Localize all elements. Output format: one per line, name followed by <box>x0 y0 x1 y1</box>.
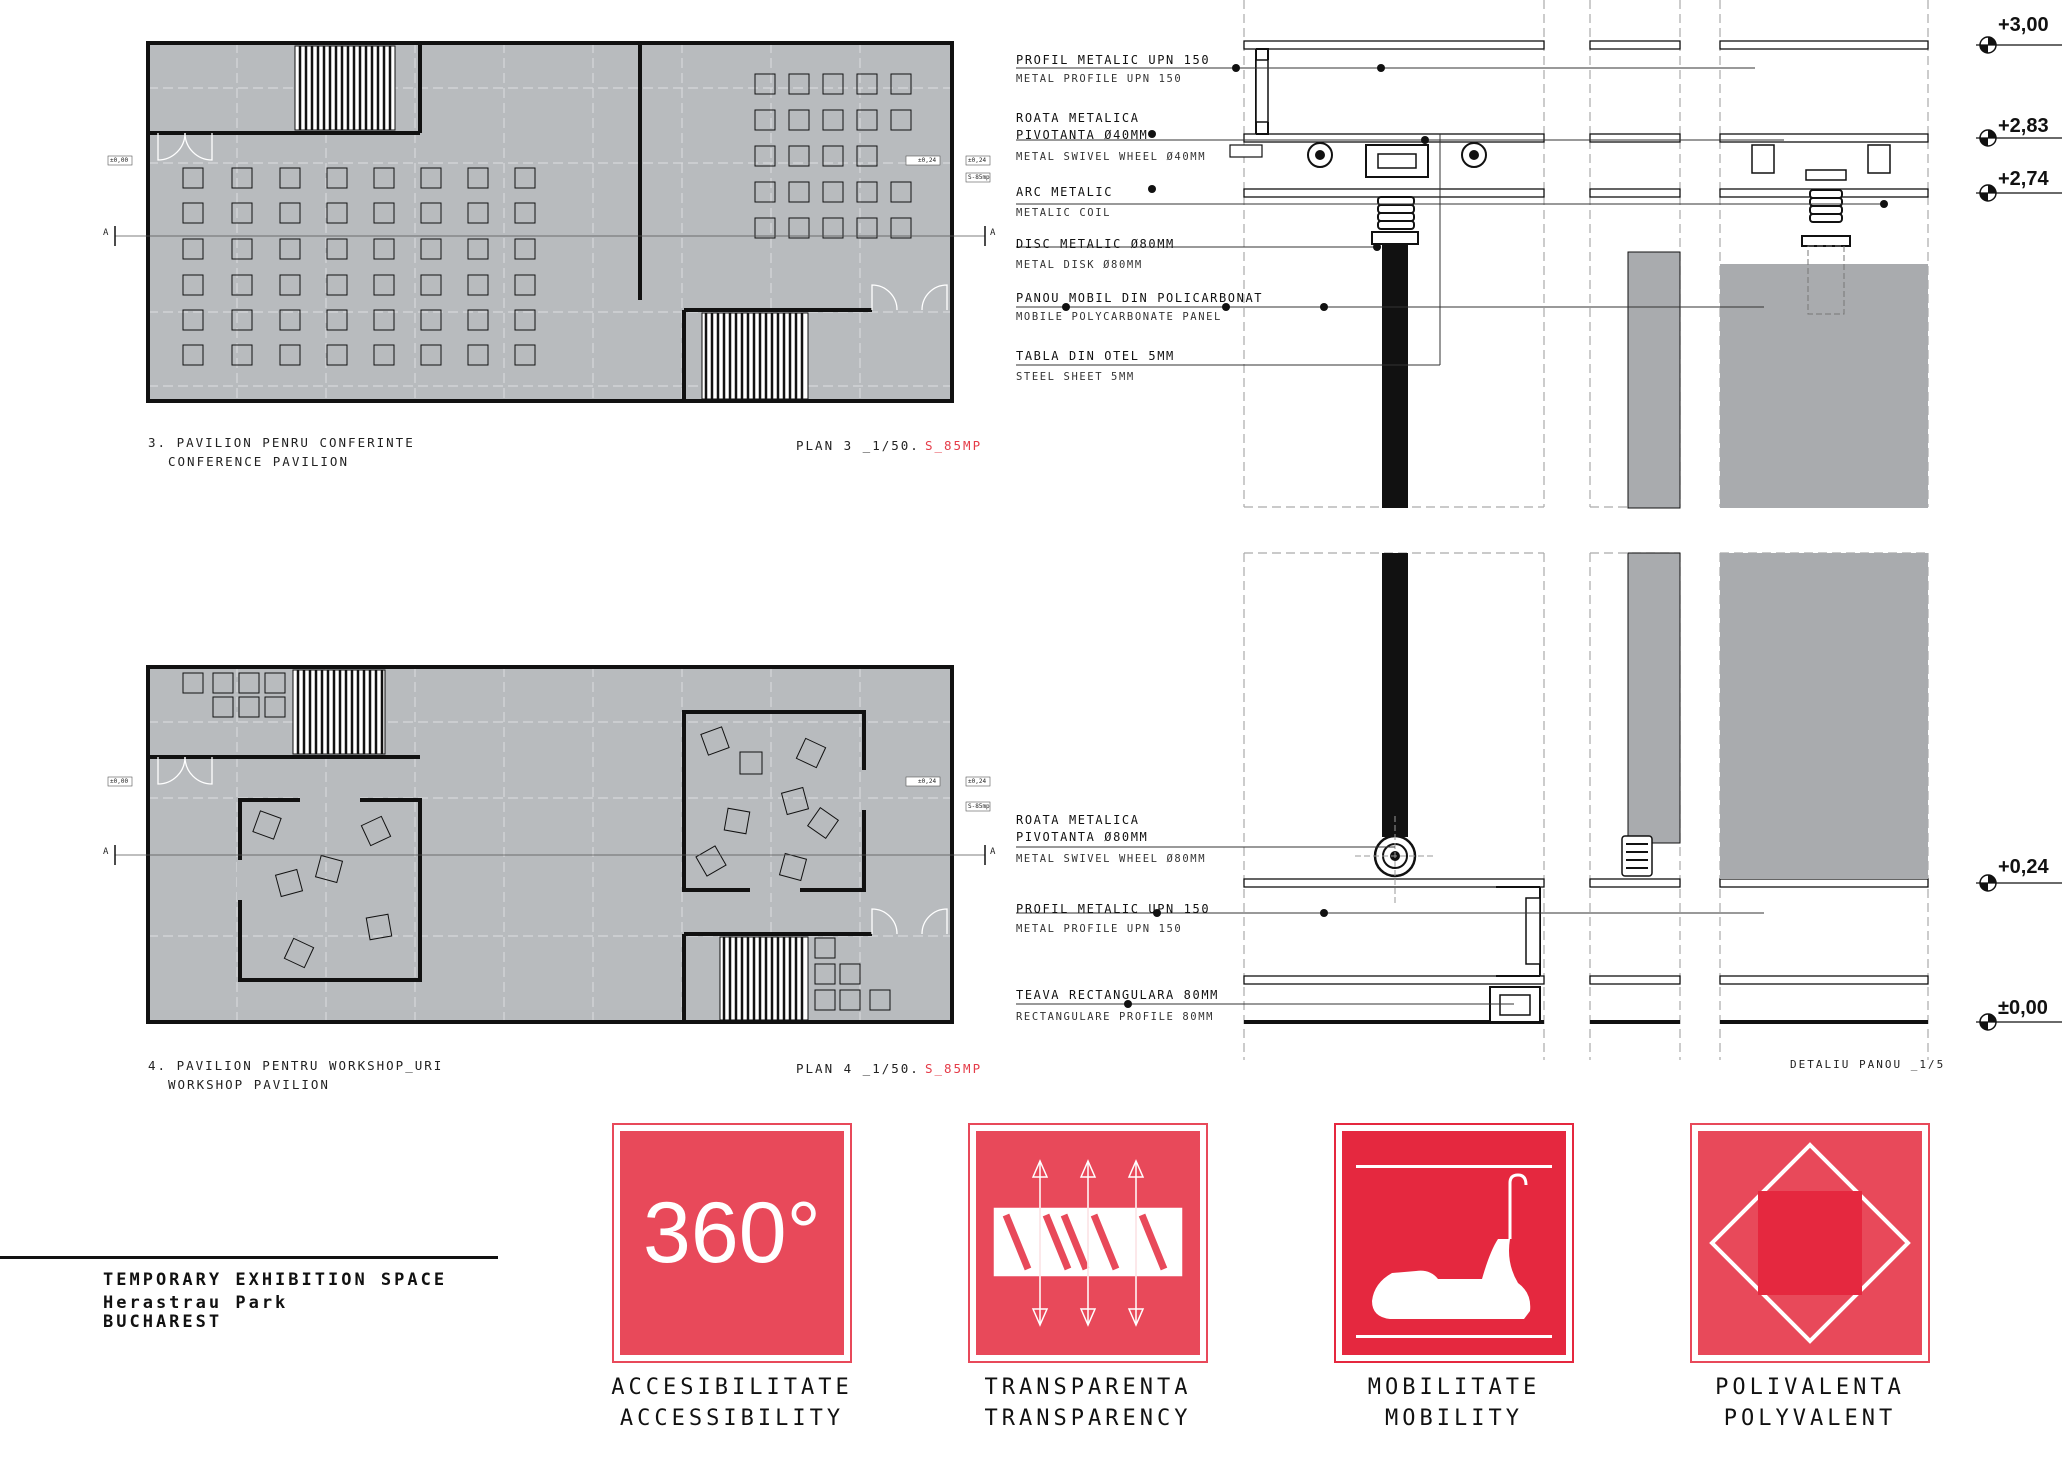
polyvalence-icon <box>1690 1123 1930 1363</box>
detail-label-upn-bottom-ro: PROFIL METALIC UPN 150 <box>1016 902 1211 916</box>
plan-4-scale-line <box>796 1058 982 1077</box>
plan-3-area-tag: S-85mp <box>968 174 990 181</box>
plan-3-section-mark-left: A <box>103 228 111 238</box>
detail-label-upn-bottom-en: METAL PROFILE UPN 150 <box>1016 923 1183 935</box>
detail-label-upn-top-en: METAL PROFILE UPN 150 <box>1016 73 1183 85</box>
plan-4-level-tag-right: ±0,24 <box>968 778 987 785</box>
project-city: BUCHAREST <box>103 1312 223 1332</box>
detail-label-upn-top-ro: PROFIL METALIC UPN 150 <box>1016 53 1211 67</box>
polyvalence-label-en: POLYVALENT <box>1723 1406 1897 1431</box>
transparency-icon <box>968 1123 1208 1363</box>
project-place: Herastrau Park <box>103 1293 289 1313</box>
detail-label-coil-en: METALIC COIL <box>1016 207 1112 219</box>
plan-3-area: S_85MP <box>924 438 983 453</box>
detail-label-panel-ro: PANOU MOBIL DIN POLICARBONAT <box>1016 291 1264 305</box>
mobility-label-ro: MOBILITATE <box>1367 1375 1541 1400</box>
plan-4-scale: PLAN 4 _1/50. <box>796 1061 920 1076</box>
level-marker-3-00: +3,00 <box>1998 14 2049 36</box>
plan-4-level-tag-left: ±0,00 <box>110 778 129 785</box>
plan-4-title-ro: 4. PAVILION PENTRU WORKSHOP_URI <box>148 1058 444 1073</box>
detail-label-wheel-40-ro: ROATA METALICA <box>1016 111 1140 125</box>
accessibility-label-ro: ACCESIBILITATE <box>611 1375 853 1400</box>
accessibility-icon-glyph: 360° <box>643 1185 821 1281</box>
plan-3-scale: PLAN 3 _1/50. <box>796 438 920 453</box>
accessibility-label-en: ACCESSIBILITY <box>619 1406 845 1431</box>
plan-4-level-tag-inner: ±0,24 <box>918 778 937 785</box>
detail-caption: DETALIU PANOU _1/5 <box>1790 1058 1946 1071</box>
transparency-label-ro: TRANSPARENTA <box>984 1375 1192 1400</box>
detail-label-coil-ro: ARC METALIC <box>1016 185 1114 199</box>
detail-label-steel-en: STEEL SHEET 5MM <box>1016 371 1135 383</box>
detail-label-wheel-40-en: METAL SWIVEL WHEEL Ø40MM <box>1016 151 1207 163</box>
level-marker-0-24: +0,24 <box>1998 856 2049 878</box>
mobility-icon <box>1334 1123 1574 1363</box>
title-rule <box>0 1256 498 1259</box>
plan-4-area: S_85MP <box>924 1061 983 1076</box>
plan-3-section-mark-right: A <box>990 228 998 238</box>
detail-label-wheel-40-ro2: PIVOTANTA Ø40MM <box>1016 128 1149 142</box>
detail-label-panel-en: MOBILE POLYCARBONATE PANEL <box>1016 311 1222 323</box>
plan-3-title-ro: 3. PAVILION PENRU CONFERINTE <box>148 435 415 450</box>
detail-label-tube-en: RECTANGULARE PROFILE 80MM <box>1016 1011 1215 1023</box>
project-title: TEMPORARY EXHIBITION SPACE <box>103 1270 448 1290</box>
level-marker-0-00: ±0,00 <box>1998 997 2048 1019</box>
detail-label-wheel-80-en: METAL SWIVEL WHEEL Ø80MM <box>1016 853 1207 865</box>
plan-3-title-en: CONFERENCE PAVILION <box>168 454 349 469</box>
plan-3-level-tag-inner: ±0,24 <box>918 157 937 164</box>
transparency-label-en: TRANSPARENCY <box>984 1406 1192 1431</box>
plan-3-level-tag-left: ±0,00 <box>110 157 129 164</box>
plan-3-drawing <box>0 0 1000 480</box>
plan-3-level-tag-right: ±0,24 <box>968 157 987 164</box>
detail-label-steel-ro: TABLA DIN OTEL 5MM <box>1016 349 1175 363</box>
accessibility-icon <box>612 1123 852 1363</box>
plan-4-section-mark-right: A <box>990 847 998 857</box>
plan-3-scale-line <box>796 435 982 454</box>
plan-4-area-tag: S-85mp <box>968 803 990 810</box>
detail-label-wheel-80-ro: ROATA METALICA <box>1016 813 1140 827</box>
detail-label-tube-ro: TEAVA RECTANGULARA 80MM <box>1016 988 1219 1002</box>
polyvalence-label-ro: POLIVALENTA <box>1715 1375 1905 1400</box>
detail-label-wheel-80-ro2: PIVOTANTA Ø80MM <box>1016 830 1149 844</box>
plan-4-title-en: WORKSHOP PAVILION <box>168 1077 330 1092</box>
mobility-label-en: MOBILITY <box>1385 1406 1523 1431</box>
detail-label-disk-en: METAL DISK Ø80MM <box>1016 259 1143 271</box>
level-marker-2-83: +2,83 <box>1998 115 2049 137</box>
plan-4-drawing <box>0 640 1000 1040</box>
detail-label-disk-ro: DISC METALIC Ø80MM <box>1016 237 1175 251</box>
level-marker-2-74: +2,74 <box>1998 168 2049 190</box>
plan-4-section-mark-left: A <box>103 847 111 857</box>
